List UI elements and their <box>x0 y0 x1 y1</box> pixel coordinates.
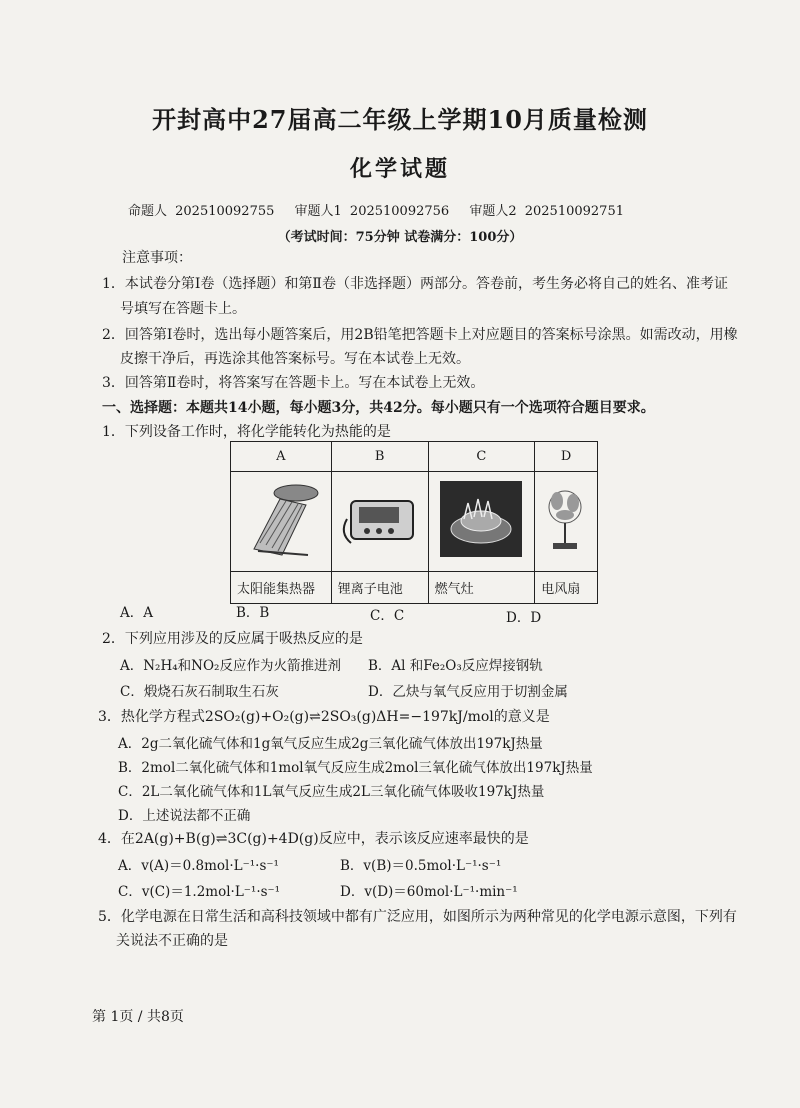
battery-cell <box>331 471 428 572</box>
q2-option-c: C．煅烧石灰石制取生石灰 <box>120 684 279 700</box>
author-reviewer-2: 审题人2 202510092751 <box>469 204 624 219</box>
q1-option-c: C．C <box>370 608 405 624</box>
exam-subtitle: 化学试题 <box>349 156 450 182</box>
q4-option-a: A．v(A)＝0.8mol·L⁻¹·s⁻¹ <box>118 858 279 874</box>
author-setter: 命题人 202510092755 <box>128 204 275 219</box>
note-line: 1．本试卷分第Ⅰ卷（选择题）和第Ⅱ卷（非选择题）两部分。答卷前，考生务必将自己的姓名、准考证 <box>102 276 728 292</box>
question-3-stem: 3．热化学方程式2SO₂(g)+O₂(g)⇌2SO₃(g)ΔH=−197kJ/mol的意义是 <box>98 709 550 725</box>
question-1-stem: 1．下列设备工作时，将化学能转化为热能的是 <box>102 424 391 440</box>
device-label: 电风扇 <box>535 572 598 604</box>
q3-option-d: D．上述说法都不正确 <box>118 808 251 824</box>
note-line: 号填写在答题卡上。 <box>120 301 246 317</box>
battery-icon <box>337 479 423 559</box>
note-line: 3．回答第Ⅱ卷时，将答案写在答题卡上。写在本试卷上无效。 <box>102 375 485 391</box>
q3-option-a: A．2g二氧化硫气体和1g氧气反应生成2g三氧化硫气体放出197kJ热量 <box>118 736 543 752</box>
device-label: 锂离子电池 <box>331 572 428 604</box>
electric-fan-cell <box>535 471 598 572</box>
device-label: 燃气灶 <box>428 572 535 604</box>
q2-option-d: D．乙炔与氧气反应用于切割金属 <box>368 684 568 700</box>
note-line: 2．回答第Ⅰ卷时，选出每小题答案后，用2B铅笔把答题卡上对应题目的答案标号涂黑。如需改动，用橡 <box>102 327 738 343</box>
q1-option-d: D．D <box>506 610 542 626</box>
question-2-stem: 2．下列应用涉及的反应属于吸热反应的是 <box>102 631 363 647</box>
question-4-stem: 4．在2A(g)+B(g)⇌3C(g)+4D(g)反应中，表示该反应速率最快的是 <box>98 831 529 847</box>
device-label: 太阳能集热器 <box>231 572 332 604</box>
solar-heater-icon <box>238 479 324 559</box>
gas-stove-cell <box>428 471 535 572</box>
question-5-stem: 5．化学电源在日常生活和高科技领域中都有广泛应用，如图所示为两种常见的化学电源示意图，下列有 <box>98 909 737 925</box>
q4-option-d: D．v(D)＝60mol·L⁻¹·min⁻¹ <box>340 884 518 900</box>
section-heading: 一、选择题：本题共14小题，每小题3分，共42分。每小题只有一个选项符合题目要求。 <box>102 400 655 416</box>
author-reviewer-1: 审题人1 202510092756 <box>294 204 450 219</box>
q1-option-b: B．B <box>236 605 270 621</box>
notes-heading: 注意事项： <box>122 250 192 266</box>
q4-option-b: B．v(B)＝0.5mol·L⁻¹·s⁻¹ <box>340 858 502 874</box>
fan-icon <box>541 479 591 559</box>
q2-option-a: A．N₂H₄和NO₂反应作为火箭推进剂 <box>120 658 341 674</box>
table-header: A <box>231 442 332 472</box>
table-header: C <box>428 442 535 472</box>
q2-option-b: B．Al 和Fe₂O₃反应焊接钢轨 <box>368 658 543 674</box>
exam-info: （考试时间：75分钟 试卷满分：100分） <box>277 230 523 245</box>
table-header: B <box>331 442 428 472</box>
gas-stove-icon <box>438 479 524 559</box>
device-table <box>230 441 598 604</box>
author-line <box>128 200 636 219</box>
q3-option-b: B．2mol二氧化硫气体和1mol氧气反应生成2mol三氧化硫气体放出197kJ热量 <box>118 760 593 776</box>
exam-title: 开封高中27届高二年级上学期10月质量检测 <box>152 105 648 134</box>
q4-option-c: C．v(C)＝1.2mol·L⁻¹·s⁻¹ <box>118 884 281 900</box>
q1-option-a: A．A <box>120 605 153 621</box>
note-line: 皮擦干净后，再选涂其他答案标号。写在本试卷上无效。 <box>120 351 470 367</box>
q3-option-c: C．2L二氧化硫气体和1L氧气反应生成2L三氧化硫气体吸收197kJ热量 <box>118 784 545 800</box>
solar-heater-cell <box>231 471 332 572</box>
page-footer: 第 1页 / 共8页 <box>92 1009 184 1025</box>
question-5-stem-cont: 关说法不正确的是 <box>116 933 228 949</box>
table-header: D <box>535 442 598 472</box>
